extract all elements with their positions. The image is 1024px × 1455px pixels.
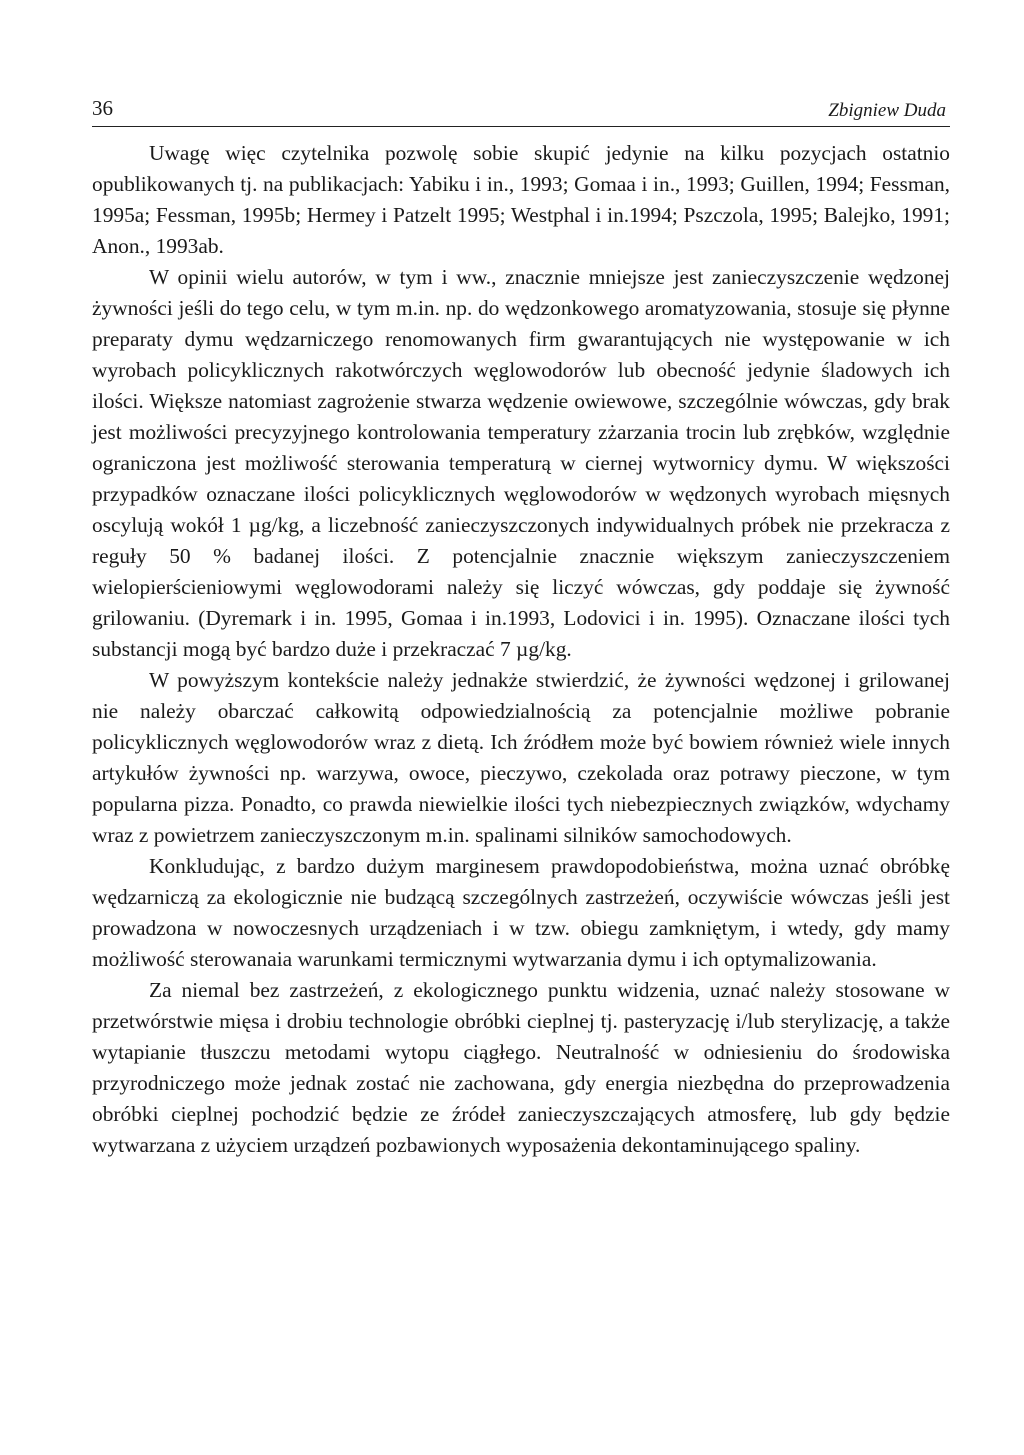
paragraph: Konkludując, z bardzo dużym marginesem prawdopodobieństwa, można uznać obróbkę wędzarniczą za ekologicznie nie budzącą szczególnych zastrzeżeń, oczywiście wówczas jeśli jest prowadzona w nowoczesnych urządzeniach i w tzw. obiegu zamkniętym, i wtedy, gdy mamy możliwość sterowanaia warunkami termicznymi wytwarzania dymu i ich optymalizowania. <box>92 854 950 971</box>
paragraph: W opinii wielu autorów, w tym i ww., znacznie mniejsze jest zanieczyszczenie wędzonej żywności jeśli do tego celu, w tym m.in. np. do wędzonkowego aromatyzowania, stosuje się płynne preparaty dymu wędzarniczego renomowanych firm gwarantujących nie występowanie w ich wyrobach policyklicznych rakotwórczych węglowodorów lub obecność jedynie śladowych ich ilości. Większe natomiast zagrożenie stwarza wędzenie owiewowe, szczególnie wówczas, gdy brak jest możliwości precyzyjnego kontrolowania temperatury zżarzania trocin lub zrębków, względnie ograniczona jest możliwość sterowania temperaturą w ciernej wytwornicy dymu. W większości przypadków oznaczane ilości policyklicznych węglowodorów w wędzonych wyrobach mięsnych oscylują wokół 1 µg/kg, a liczebność zanieczyszczonych indywidualnych próbek nie przekracza z reguły 50 % badanej ilości. Z potencjalnie znacznie większym zanieczyszczeniem wielopierścieniowymi węglowodorami należy się liczyć wówczas, gdy poddaje się żywność grilowaniu. (Dyremark i in. 1995, Gomaa i in.1993, Lodovici i in. 1995). Oznaczane ilości tych substancji mogą być bardzo duże i przekraczać 7 µg/kg. <box>92 265 950 661</box>
paragraph: Uwagę więc czytelnika pozwolę sobie skupić jedynie na kilku pozycjach ostatnio opublikowanych tj. na publikacjach: Yabiku i in., 1993; Gomaa i in., 1993; Guillen, 1994; Fessman, 1995a; Fessman, 1995b; Hermey i Patzelt 1995; Westphal i in.1994; Pszczola, 1995; Balejko, 1991; Anon., 1993ab. <box>92 141 950 258</box>
paragraph: Za niemal bez zastrzeżeń, z ekologicznego punktu widzenia, uznać należy stosowane w przetwórstwie mięsa i drobiu technologie obróbki cieplnej tj. pasteryzację i/lub sterylizację, a także wytapianie tłuszczu metodami wytopu ciągłego. Neutralność w odniesieniu do środowiska przyrodniczego może jednak zostać nie zachowana, gdy energia niezbędna do przeprowadzenia obróbki cieplnej pochodzić będzie ze źródeł zanieczyszczających atmosferę, lub gdy będzie wytwarzana z użyciem urządzeń pozbawionych wyposażenia dekontaminującego spaliny. <box>92 978 950 1157</box>
paragraph: W powyższym kontekście należy jednakże stwierdzić, że żywności wędzonej i grilowanej nie należy obarczać całkowitą odpowiedzialnością za potencjalnie możliwe pobranie policyklicznych węglowodorów wraz z dietą. Ich źródłem może być bowiem również wiele innych artykułów żywności np. warzywa, owoce, pieczywo, czekolada oraz potrawy pieczone, w tym popularna pizza. Ponadto, co prawda niewielkie ilości tych niebezpiecznych związków, wdychamy wraz z powietrzem zanieczyszczonym m.in. spalinami silników samochodowych. <box>92 668 950 847</box>
page-number: 36 <box>92 96 113 120</box>
body-text <box>92 138 950 1161</box>
author-name: Zbigniew Duda <box>828 100 946 121</box>
running-header <box>92 92 950 127</box>
